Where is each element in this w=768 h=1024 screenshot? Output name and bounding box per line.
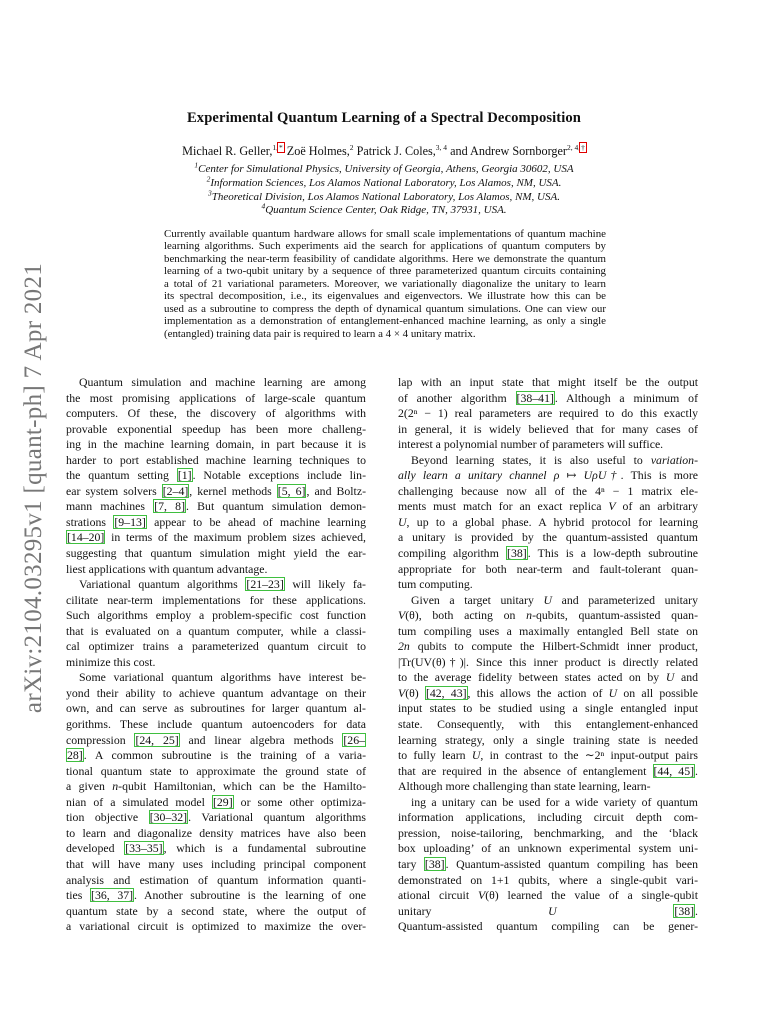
text-line xyxy=(398,577,698,593)
text-run: . A common subroutine is the training of a varia- xyxy=(83,748,366,763)
text-run: that are required in the absence of entanglement xyxy=(398,763,653,778)
text-run: a variational circuit is optimized to maximize the over- xyxy=(66,919,366,934)
citation-link[interactable]: [2–4] xyxy=(162,483,189,498)
text-run xyxy=(557,904,674,918)
affiliation-text: Center for Simulational Physics, University of Georgia, Athens, Georgia 30602, USA xyxy=(198,163,574,175)
text-line xyxy=(398,701,698,717)
author-list xyxy=(0,144,768,159)
text-run: strations xyxy=(66,514,114,529)
author-affiliation-marker: 3, 4 xyxy=(435,142,448,152)
text-line xyxy=(66,670,366,686)
text-run: or some other optimiza- xyxy=(233,794,366,809)
affiliation-marker: 1 xyxy=(194,160,199,170)
text-run: Quantum-assisted quantum compiling can be gener- xyxy=(398,919,698,934)
text-line xyxy=(66,857,366,873)
text-run: lap with an input state that might itself be the output xyxy=(398,375,698,389)
text-run: . Although a minimum of xyxy=(554,390,699,405)
text-run: state. Consequently, with this entanglement-enhanced xyxy=(398,717,698,732)
text-line xyxy=(66,577,366,593)
citation-link[interactable]: [38–41] xyxy=(516,390,554,405)
text-run: own, and can serve as subroutines for larger quantum al- xyxy=(66,701,366,716)
text-line xyxy=(66,391,366,407)
text-line xyxy=(398,857,698,873)
affiliation xyxy=(0,174,768,191)
text-run: . This is a low-depth subroutine xyxy=(527,546,698,561)
text-run: in general, it is widely believed that for many cases of xyxy=(398,421,698,436)
text-line xyxy=(398,904,698,920)
text-run: harder to port established machine learning techniques to xyxy=(66,452,366,467)
text-line xyxy=(398,795,698,811)
text-line xyxy=(398,468,698,484)
text-line xyxy=(66,530,366,546)
text-run: (θ) xyxy=(405,685,425,700)
text-run: cal optimizer trains a parameterized quantum circuit to xyxy=(66,639,366,654)
affiliation-list xyxy=(0,160,768,218)
text-run: tary xyxy=(398,856,424,871)
text-line xyxy=(398,624,698,640)
affiliation xyxy=(0,187,768,205)
text-line xyxy=(66,888,366,904)
abstract-line: (entangled) training data pair is required to learn a 4 × 4 unitary matrix. xyxy=(164,327,476,340)
citation-link[interactable]: [1] xyxy=(177,468,192,483)
text-line xyxy=(66,779,366,795)
text-run: . This is more xyxy=(620,468,698,483)
text-run: tum compiling uses a maximally entangled Bell state on xyxy=(398,623,698,638)
text-line xyxy=(66,608,366,624)
text-run: cilitate near-term implementations for these applications. xyxy=(66,592,366,607)
text-run: 2(2ⁿ − 1) real parameters are required to do this exactly xyxy=(398,406,698,421)
text-run: , which is a fundamental subroutine xyxy=(163,841,366,856)
text-line xyxy=(66,717,366,733)
abstract-line: benchmarking the near-term feasibility of candidate algorithms. Here we demonstrate the quantum xyxy=(164,252,606,265)
text-run: a given xyxy=(66,779,113,794)
text-line xyxy=(66,453,366,469)
math-text: 2n xyxy=(398,639,410,654)
math-text: U xyxy=(398,514,407,529)
text-run: on all possible xyxy=(617,685,698,700)
math-text: U xyxy=(608,685,618,700)
text-run: unitary xyxy=(398,903,549,918)
text-run: Although more challenging than state learning, learn- xyxy=(398,779,651,794)
text-run: to the average fidelity between states acted on by xyxy=(398,670,666,685)
citation-link[interactable]: [38] xyxy=(424,856,445,871)
text-run: of an arbitrary xyxy=(615,499,698,514)
text-line xyxy=(398,515,698,531)
text-line xyxy=(398,733,698,749)
affiliation-text: Theoretical Division, Los Alamos National Laboratory, Los Alamos, NM, USA. xyxy=(211,190,560,203)
text-line xyxy=(66,499,366,515)
text-run: ear system solvers xyxy=(66,483,162,498)
text-run: ational circuit xyxy=(398,888,478,903)
text-run: to fully learn xyxy=(398,748,472,763)
text-line xyxy=(66,422,366,438)
text-line xyxy=(398,546,698,562)
text-run: of another algorithm xyxy=(398,390,516,405)
text-line xyxy=(398,717,698,733)
text-run: information applications, including circuit depth com- xyxy=(398,810,698,825)
math-text: variation- xyxy=(650,452,698,467)
abstract-line: Currently available quantum hardware allows for small scale implementations of quantum machine xyxy=(164,228,606,240)
text-line xyxy=(398,406,698,422)
text-run: developed xyxy=(66,841,125,856)
text-run: . But quantum simulation demon- xyxy=(186,499,366,514)
text-run: liest applications with quantum advantage. xyxy=(66,561,268,576)
text-run: demonstrated on 1+1 qubits, where a single-qubit vari- xyxy=(398,872,698,887)
text-line xyxy=(66,639,366,655)
text-run: . Quantum-assisted quantum compiling has been xyxy=(445,856,699,871)
math-text: ally learn a unitary channel ρ ↦ UρU† xyxy=(398,468,621,483)
text-run: in terms of the maximum problem sizes achieved, xyxy=(105,530,366,545)
text-line xyxy=(66,810,366,826)
text-line xyxy=(398,639,698,655)
text-run: , in contrast to the ∼2ⁿ input-output pairs xyxy=(480,748,698,763)
arxiv-side-label xyxy=(18,262,50,714)
text-line xyxy=(398,484,698,500)
author-affiliation-marker: 1, xyxy=(272,142,278,152)
text-run: compiling algorithm xyxy=(398,546,507,561)
citation-link[interactable]: 28] xyxy=(67,748,83,763)
abstract-line: used as a subroutine to compress the depth of dynamical quantum simulations. One can view our xyxy=(164,302,606,315)
abstract-line: learning algorithms. Such experiments aid the search for applications of quantum computers by xyxy=(164,240,606,253)
text-run: appear to be ahead of machine learning xyxy=(146,514,366,529)
text-line xyxy=(66,593,366,609)
text-run: pression, noise-tailoring, benchmarking, and the ‘black xyxy=(398,825,698,840)
text-run: learning strategy, only a single training state is needed xyxy=(398,732,698,747)
math-text: U xyxy=(548,903,557,918)
text-run: the most promising applications of large-scale quantum xyxy=(66,390,366,405)
text-line xyxy=(398,453,698,469)
text-line xyxy=(66,515,366,531)
affiliation-marker: 3 xyxy=(208,187,212,197)
text-run: suggesting that quantum simulation might yield the ear- xyxy=(66,546,366,561)
text-run: -qubit Hamiltonian, which can be the Hamilto- xyxy=(118,779,366,794)
text-run: computers. Of these, the discovery of algorithms with xyxy=(66,406,366,421)
text-line xyxy=(398,562,698,578)
math-text: n xyxy=(526,608,533,623)
text-run: , up to a global phase. A hybrid protocol for learning xyxy=(406,514,698,529)
affiliation-text: Information Sciences, Los Alamos National Laboratory, Los Alamos, NM, USA. xyxy=(210,176,562,189)
text-run: ties xyxy=(66,888,91,903)
abstract-line: its spectral decomposition, i.e., its eigenvalues and eigenvectors. We illustrate how this can be xyxy=(164,290,606,303)
text-run: ing a unitary can be used for a wide variety of quantum xyxy=(411,794,698,809)
text-run: tional quantum state to approximate the ground state of xyxy=(66,763,366,778)
text-run: Quantum simulation and machine learning are among xyxy=(79,375,366,389)
text-line xyxy=(398,499,698,515)
text-line xyxy=(66,624,366,640)
text-run: tion objective xyxy=(66,810,149,825)
citation-link[interactable]: [42, 43] xyxy=(425,685,467,700)
text-line xyxy=(398,826,698,842)
math-text: n xyxy=(112,779,119,794)
citation-link[interactable]: [7, 8] xyxy=(154,499,186,514)
affiliation xyxy=(0,160,768,177)
text-line xyxy=(398,888,698,904)
text-line xyxy=(66,484,366,500)
math-text: V xyxy=(608,499,616,514)
text-line xyxy=(398,686,698,702)
text-run: input states to be studied using a single entangled input xyxy=(398,701,698,716)
text-run: . xyxy=(695,903,698,918)
citation-link[interactable]: [21–23] xyxy=(246,577,284,592)
author-affiliation-marker: 2 xyxy=(349,142,354,152)
text-line xyxy=(66,701,366,717)
citation-link[interactable]: [44, 45] xyxy=(653,763,695,778)
footnote-link[interactable]: * xyxy=(279,142,283,152)
text-line xyxy=(398,375,698,391)
citation-link[interactable]: [14–20] xyxy=(67,530,105,545)
math-text: V xyxy=(398,685,406,700)
text-run: , this allows the action of xyxy=(467,685,609,700)
text-run: analysis and estimation of quantum information quanti- xyxy=(66,872,366,887)
text-run: and xyxy=(674,670,698,685)
text-run: box uploading’ of an unknown experimental system uni- xyxy=(398,841,698,856)
text-run: ments must match for an exact replica xyxy=(398,499,609,514)
text-run: . Another subroutine is the learning of one xyxy=(134,888,366,903)
paper-title: Experimental Quantum Learning of a Spectral Decomposition xyxy=(186,110,582,126)
text-run: the quantum setting xyxy=(66,468,177,483)
text-run: . Notable exceptions include lin- xyxy=(192,468,366,483)
text-line xyxy=(66,655,366,671)
text-line xyxy=(66,873,366,889)
text-line xyxy=(398,437,698,453)
text-run: -qubits, quantum-assisted quan- xyxy=(532,608,698,623)
text-line xyxy=(66,764,366,780)
author-name: Michael R. Geller, xyxy=(182,144,273,158)
citation-link[interactable]: [30–32] xyxy=(149,810,188,825)
text-run: Variational quantum algorithms xyxy=(79,577,246,592)
affiliation-marker: 4 xyxy=(261,201,266,211)
math-text: U xyxy=(665,670,675,685)
citation-link[interactable]: [9–13] xyxy=(114,514,146,529)
citation-link[interactable]: [5, 6] xyxy=(277,483,306,498)
text-run: interest a polynomial number of parameters will suffice. xyxy=(398,437,664,452)
citation-link[interactable]: [24, 25] xyxy=(135,732,179,747)
citation-link[interactable]: [29] xyxy=(212,794,233,809)
abstract-line: implementation as a demonstration of entanglement-enhanced machine learning, as only a single xyxy=(164,315,606,328)
affiliation-text: Quantum Science Center, Oak Ridge, TN, 37931, USA. xyxy=(265,204,507,217)
text-run: , and Boltz- xyxy=(306,483,366,498)
text-run: , kernel methods xyxy=(189,483,277,498)
math-text: V xyxy=(477,888,486,903)
citation-link[interactable]: [38] xyxy=(507,546,527,561)
text-run: mann machines xyxy=(66,499,154,514)
text-line xyxy=(398,919,698,935)
text-line xyxy=(66,375,366,391)
text-line xyxy=(66,437,366,453)
text-line xyxy=(398,779,698,795)
text-run: provable exponential speedup has been more challeng- xyxy=(66,421,366,436)
body-column-right xyxy=(398,375,698,935)
text-line xyxy=(398,810,698,826)
text-line xyxy=(66,733,366,749)
text-line xyxy=(398,391,698,407)
text-run: that will have many uses including principal component xyxy=(66,856,366,871)
text-run: nian of a simulated model xyxy=(66,794,212,809)
text-run: and parameterized unitary xyxy=(552,592,698,607)
author-name: and Andrew Sornborger xyxy=(450,144,567,158)
citation-link[interactable]: [33–35] xyxy=(125,841,163,856)
text-run: ing in the machine learning domain, in part because it is xyxy=(66,437,366,452)
text-line xyxy=(398,593,698,609)
body-column-left xyxy=(66,375,366,935)
text-line xyxy=(398,670,698,686)
text-line xyxy=(66,406,366,422)
author-name: Zoë Holmes, xyxy=(286,144,350,158)
text-line xyxy=(66,841,366,857)
abstract-line: a total of 21 variational parameters. Moreover, we variationally diagonalize the unitary to learn xyxy=(164,277,606,290)
text-line xyxy=(398,530,698,546)
text-line xyxy=(398,873,698,889)
text-run: and linear algebra methods xyxy=(179,732,343,747)
text-line xyxy=(66,904,366,920)
text-run: . Variational quantum algorithms xyxy=(188,810,366,825)
text-line xyxy=(66,748,366,764)
text-run: gorithms. These include quantum autoencoders for data xyxy=(66,717,366,732)
text-run: qubits to compute the Hilbert-Schmidt inner product, xyxy=(409,639,698,654)
text-line xyxy=(66,686,366,702)
text-run: will likely fa- xyxy=(284,577,366,592)
math-text: U xyxy=(471,748,481,763)
text-run: appropriate for both near-term and fault-tolerant quan- xyxy=(398,561,698,576)
text-line xyxy=(66,562,366,578)
text-run: to learn and diagonalize density matrices have also been xyxy=(66,825,366,840)
abstract xyxy=(164,228,606,340)
text-line xyxy=(66,919,366,935)
text-line xyxy=(398,422,698,438)
text-run: challenging because now all of the 4ⁿ − 1 matrix ele- xyxy=(398,483,698,498)
text-run: . xyxy=(695,763,698,778)
text-run: (θ), both acting on xyxy=(405,608,527,623)
text-run: Beyond learning states, it is also useful to xyxy=(411,452,651,467)
text-line xyxy=(398,748,698,764)
arxiv-identifier: arXiv:2104.03295v1 [quant-ph] 7 Apr 2021 xyxy=(20,262,48,714)
text-run: minimize this cost. xyxy=(66,654,156,669)
text-run: Such algorithms employ a problem-specific cost function xyxy=(66,608,366,623)
text-run: |Tr(UV(θ)†)|. Since this inner product is directly related xyxy=(398,654,698,669)
text-line xyxy=(66,795,366,811)
text-line xyxy=(398,608,698,624)
text-line xyxy=(398,655,698,671)
math-text: U xyxy=(543,592,552,607)
text-run: compression xyxy=(66,732,135,747)
abstract-line: learning of a two-qubit unitary by a sequence of three parameterized quantum circuits containing xyxy=(164,265,606,278)
text-line xyxy=(398,841,698,857)
text-run: Given a target unitary xyxy=(411,592,544,607)
text-run: quantum state by a second state, where the output of xyxy=(66,903,366,918)
text-line xyxy=(66,546,366,562)
citation-link[interactable]: [36, 37] xyxy=(91,888,134,903)
citation-link[interactable]: [38] xyxy=(674,903,695,918)
affiliation-marker: 2 xyxy=(206,174,211,184)
text-line xyxy=(66,826,366,842)
text-run: that is evaluated on a quantum computer, while a classi- xyxy=(66,623,366,638)
citation-link[interactable]: [26– xyxy=(343,732,365,747)
text-run: a unitary is provided by the quantum-assisted quantum xyxy=(398,530,698,545)
text-line xyxy=(66,468,366,484)
author-affiliation-marker: 2, 4, xyxy=(566,142,581,152)
affiliation xyxy=(0,201,768,218)
text-run: tum computing. xyxy=(398,577,473,592)
text-run: yond their ability to achieve quantum advantage on their xyxy=(66,685,366,700)
text-run: (θ) learned the value of a single-qubit xyxy=(485,888,698,903)
math-text: V xyxy=(398,608,406,623)
text-line xyxy=(398,764,698,780)
text-run: Some variational quantum algorithms have interest be- xyxy=(79,670,366,685)
author-name: Patrick J. Coles, xyxy=(356,144,436,158)
footnote-link[interactable]: † xyxy=(581,142,585,152)
